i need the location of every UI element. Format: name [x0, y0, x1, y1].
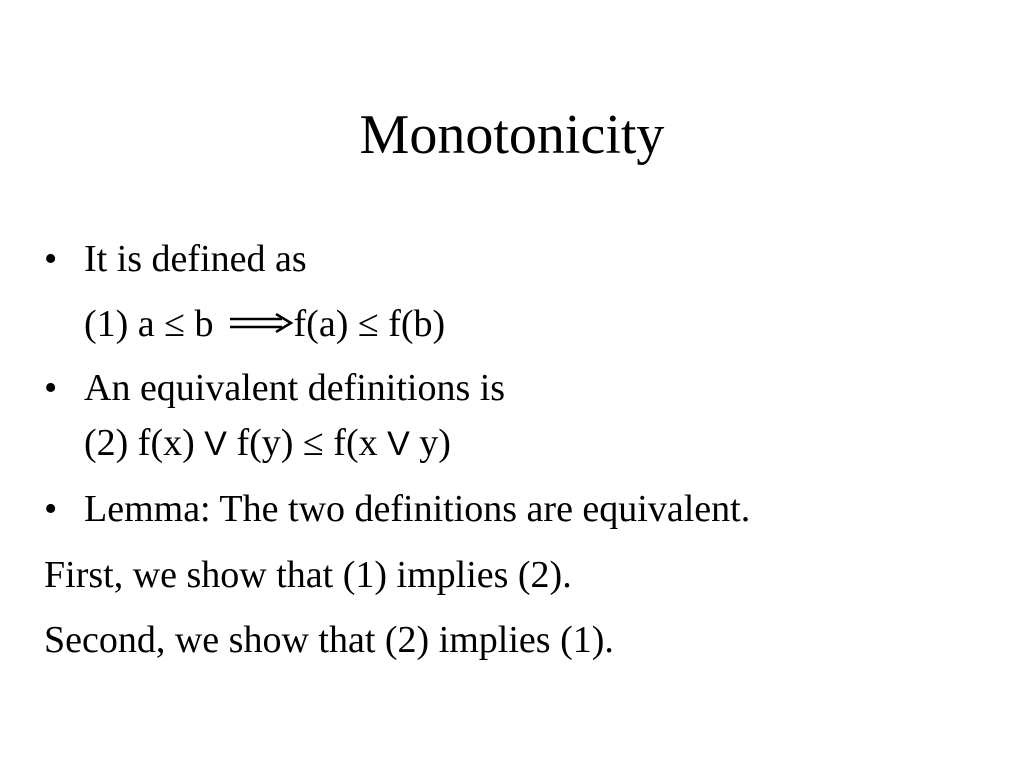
definition-2-part-b: f(y) ≤ f(x: [226, 422, 388, 464]
definition-2-part-c: y): [409, 422, 451, 464]
bullet-1-marker: •: [44, 238, 58, 280]
definition-1-premise: (1) a ≤ b: [84, 303, 214, 345]
bullet-3-text: Lemma: The two definitions are equivalent.: [84, 488, 751, 530]
join-symbol-2: V: [387, 425, 410, 463]
definition-2: [84, 421, 451, 466]
proof-step-1: First, we show that (1) implies (2).: [44, 554, 572, 596]
bullet-2-text: An equivalent definitions is: [84, 367, 506, 409]
bullet-3-marker: •: [44, 488, 58, 530]
definition-1: [84, 302, 445, 346]
implies-arrow-icon: [228, 313, 294, 333]
definition-2-part-a: (2) f(x): [84, 422, 205, 464]
bullet-2-marker: •: [44, 367, 58, 409]
definition-1-conclusion: f(a) ≤ f(b): [293, 303, 446, 345]
slide-title: Monotonicity: [359, 104, 665, 166]
join-symbol-1: V: [204, 425, 227, 463]
bullet-1-text: It is defined as: [84, 238, 307, 280]
proof-step-2: Second, we show that (2) implies (1).: [44, 619, 614, 661]
